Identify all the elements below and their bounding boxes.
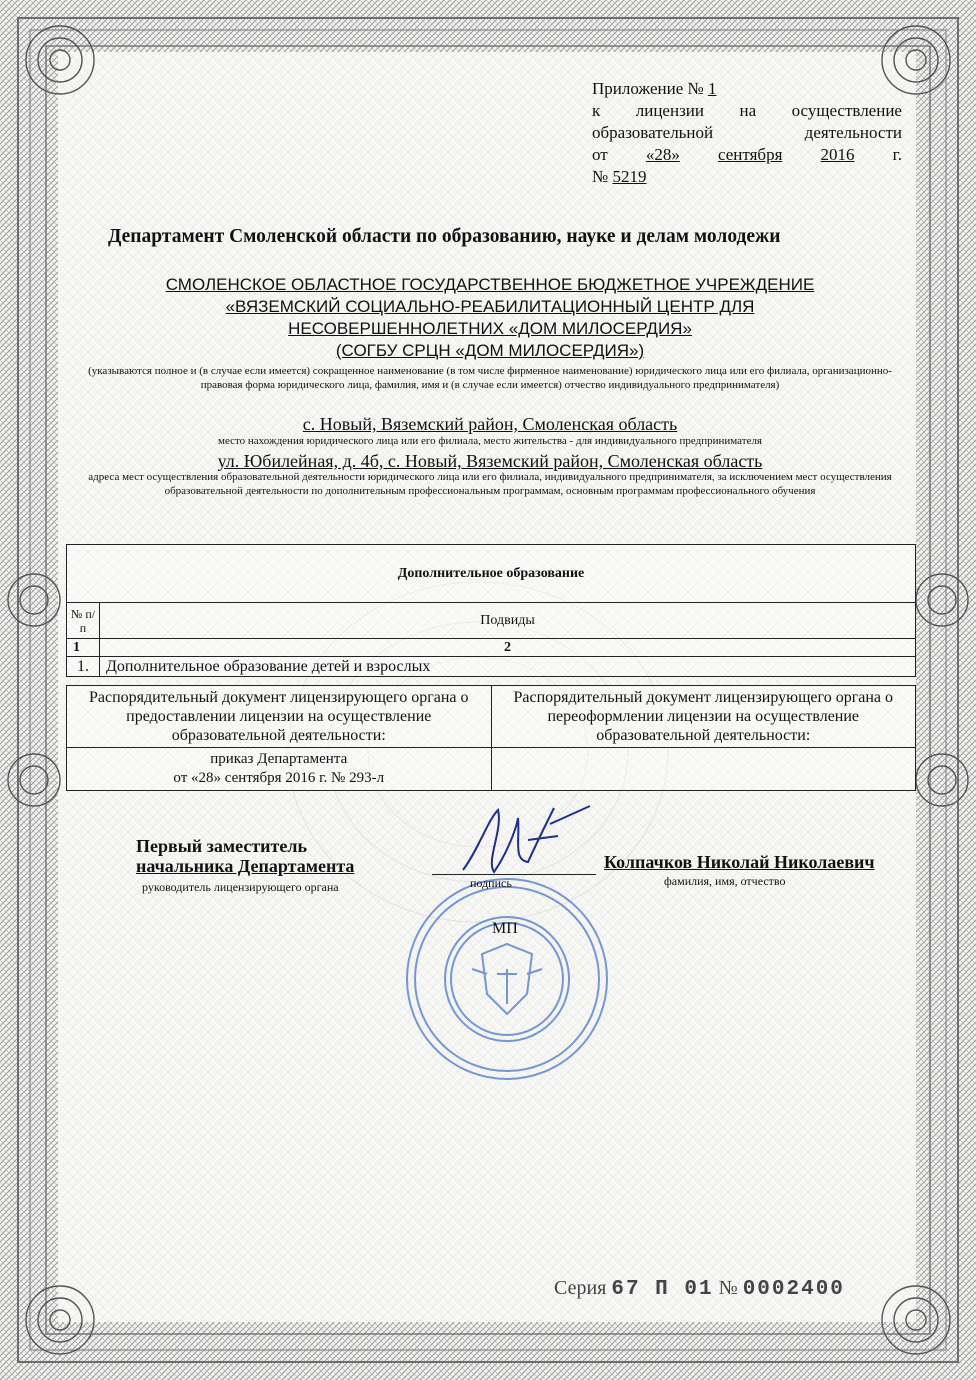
signatory-title-line: начальника Департамента xyxy=(136,856,355,876)
appendix-word: лицензии xyxy=(635,101,704,120)
column-header-number: № п/п xyxy=(67,603,100,639)
signatory-name-caption: фамилия, имя, отчество xyxy=(664,874,786,888)
appendix-label: Приложение № xyxy=(592,79,704,98)
serial-series: 67 П 01 xyxy=(611,1278,714,1301)
organization-caption: (указываются полное и (в случае если имеется) сокращенное наименование (в том числе фирменное наименование) юридического лица или его филиала, организационно-правовая форма юридического лица, фамилия, имя и (в случае если имеется) отчество индивидуального предпринимателя) xyxy=(88,365,892,391)
department-title: Департамент Смоленской области по образованию, науке и делам молодежи xyxy=(108,226,781,247)
table-row xyxy=(67,657,916,677)
organization-line: СМОЛЕНСКОЕ ОБЛАСТНОЕ ГОСУДАРСТВЕННОЕ БЮДЖЕТНОЕ УЧРЕЖДЕНИЕ xyxy=(165,275,815,294)
address-value: ул. Юбилейная, д. 4б, с. Новый, Вяземский район, Смоленская область xyxy=(217,451,763,471)
signature-caption: подпись xyxy=(470,876,512,890)
education-table xyxy=(66,544,916,677)
organization-line: «ВЯЗЕМСКИЙ СОЦИАЛЬНО-РЕАБИЛИТАЦИОННЫЙ ЦЕНТР ДЛЯ xyxy=(225,297,755,316)
address-caption: адреса мест осуществления образовательной деятельности юридического лица или его филиала, индивидуального предпринимателя, за исключением мест осуществления образовательной деятельности по дополнительным профессиональным программам, основным программам профессионального обучения xyxy=(88,471,892,497)
appendix-word: деятельности xyxy=(804,123,902,142)
stamp-label: МП xyxy=(492,920,518,937)
location-caption: место нахождения юридического лица или его филиала, место жительства - для индивидуального предпринимателя xyxy=(217,435,762,447)
appendix-word: к xyxy=(592,101,601,120)
signatory-name: Колпачков Николай Николаевич xyxy=(604,852,875,872)
license-month: сентября xyxy=(718,145,783,164)
appendix-word: осуществление xyxy=(791,101,902,120)
order-date: от «28» сентября 2016 г. № 293-л xyxy=(173,770,385,786)
index-cell: 2 xyxy=(100,639,916,657)
organization-name xyxy=(100,274,880,362)
license-year: 2016 xyxy=(820,145,855,164)
signature-line xyxy=(432,874,596,875)
license-day: «28» xyxy=(645,145,680,164)
reissue-document-header: Распорядительный документ лицензирующего органа о переоформлении лицензии на осуществление образовательной деятельности: xyxy=(491,686,916,748)
order-title: приказ Департамента xyxy=(210,751,348,767)
location-value: с. Новый, Вяземский район, Смоленская область xyxy=(302,414,678,434)
form-serial xyxy=(554,1277,845,1301)
appendix-word: образовательной xyxy=(592,123,714,142)
row-subtype: Дополнительное образование детей и взрослых xyxy=(100,657,916,677)
appendix-word: г. xyxy=(892,145,902,164)
serial-label: Серия xyxy=(554,1277,607,1299)
grant-document-value xyxy=(67,748,492,791)
signature-mark xyxy=(458,800,598,882)
organization-line: НЕСОВЕРШЕННОЛЕТНИХ «ДОМ МИЛОСЕРДИЯ» xyxy=(288,319,692,338)
license-number: 5219 xyxy=(612,167,647,186)
signatory-caption: руководитель лицензирующего органа xyxy=(142,880,339,894)
reissue-document-value xyxy=(491,748,916,791)
grant-document-header: Распорядительный документ лицензирующего органа о предоставлении лицензии на осуществление образовательной деятельности: xyxy=(67,686,492,748)
appendix-header xyxy=(592,78,902,188)
official-stamp xyxy=(402,874,612,1084)
appendix-number: 1 xyxy=(707,79,717,98)
appendix-word: на xyxy=(739,101,757,120)
documents-table xyxy=(66,685,916,791)
column-header-subtypes: Подвиды xyxy=(100,603,916,639)
appendix-word: от xyxy=(592,145,608,164)
index-cell: 1 xyxy=(67,639,100,657)
serial-number-sign: № xyxy=(718,1277,738,1299)
number-sign: № xyxy=(592,167,609,186)
signatory-title-line: Первый заместитель xyxy=(136,836,307,856)
row-number: 1. xyxy=(67,657,100,677)
education-table-title: Дополнительное образование xyxy=(67,545,916,603)
signatory-title xyxy=(136,836,354,876)
serial-number: 0002400 xyxy=(742,1278,845,1301)
organization-line: (СОГБУ СРЦН «ДОМ МИЛОСЕРДИЯ») xyxy=(335,341,645,360)
